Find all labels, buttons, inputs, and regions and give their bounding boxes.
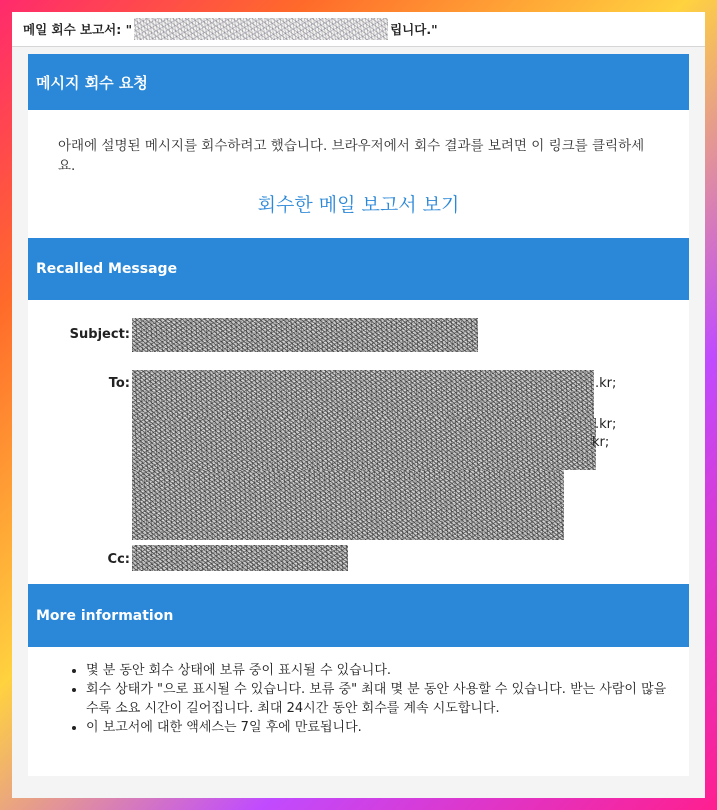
report-title-bar: [12, 12, 705, 47]
cc-label: Cc:: [107, 552, 130, 567]
info-item: • 몇 분 동안 회수 상태에 보류 중이 표시될 수 있습니다.: [86, 661, 669, 680]
to-suffix-2: .kr;: [595, 417, 617, 432]
info-item: • 회수 상태가 "으로 표시될 수 있습니다. 보류 중" 최대 몇 분 동안 사용할 수 있습니다. 받는 사람이 많을수록 소요 시간이 길어집니다. 최대 24시간 동안 회수를 계속 시도합니다.: [86, 680, 669, 718]
more-information-title: More information: [36, 607, 174, 624]
to-suffix-3: kr;: [592, 435, 610, 450]
recall-description: 아래에 설명된 메시지를 회수하려고 했습니다. 브라우저에서 회수 결과를 보려면 이 링크를 클릭하세요.: [58, 138, 645, 174]
redacted-cc: [132, 545, 348, 571]
recalled-message-header: [28, 238, 689, 300]
report-title-suffix: 립니다.": [390, 22, 438, 37]
info-item: • 이 보고서에 대한 액세스는 7일 후에 만료됩니다.: [86, 718, 669, 737]
recalled-message-title: Recalled Message: [36, 261, 178, 277]
spacer: [28, 218, 689, 238]
report-window: [12, 12, 705, 798]
report-card: [28, 54, 689, 776]
to-label: To:: [108, 376, 130, 391]
more-information-header: [28, 584, 689, 647]
more-information-list: [28, 647, 689, 737]
recalled-message-details: [28, 300, 689, 584]
recall-request-header: [28, 54, 689, 110]
view-recall-report-link[interactable]: 회수한 메일 보고서 보기: [257, 194, 460, 216]
redacted-recipients-1: [132, 370, 594, 418]
subject-label: Subject:: [69, 327, 130, 342]
redacted-recipients-2: [132, 418, 596, 470]
redacted-recipients-3: [132, 470, 564, 540]
redacted-subject-title: [134, 18, 388, 40]
to-suffix-1: .kr;: [595, 376, 617, 391]
recall-request-title: 메시지 회수 요청: [36, 73, 148, 92]
report-title-prefix: 메일 회수 보고서: ": [23, 22, 133, 37]
redacted-subject: [132, 318, 478, 352]
